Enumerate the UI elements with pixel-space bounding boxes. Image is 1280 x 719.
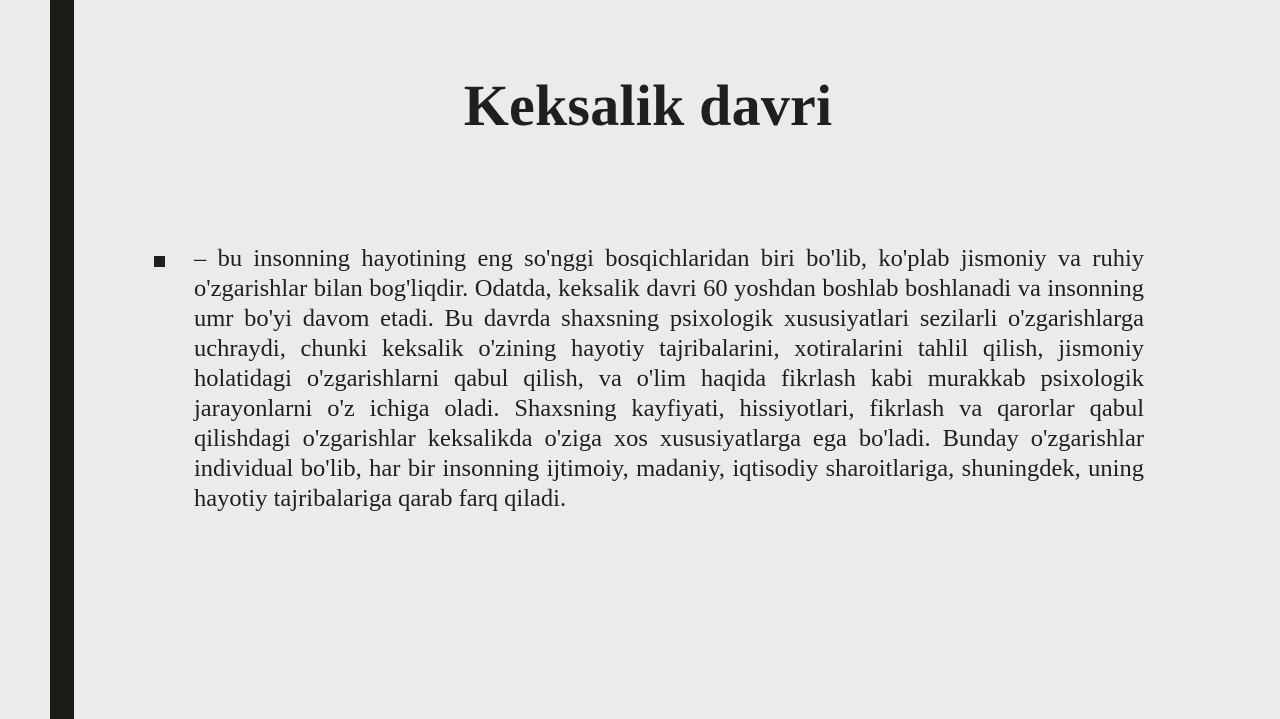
slide-title: Keksalik davri (463, 73, 833, 138)
square-bullet-icon (154, 256, 165, 267)
bullet-text: – bu insonning hayotining eng so'nggi bosqichlaridan biri bo'lib, ko'plab jismoniy va ruhiy o'zgarishlar bilan bog'liqdir. Odatda, keksalik davri 60 yoshdan boshlab boshlanadi va insonning umr bo'yi davom etadi. Bu davrda shaxsning psixologik xususiyatlari sezilarli o'zgarishlarga uchraydi, chunki keksalik o'zining hayotiy tajribalarini, xotiralarini tahlil qilish, jismoniy holatidagi o'zgarishlarni qabul qilish, va o'lim haqida fikrlash kabi murakkab psixologik jarayonlarni o'z ichiga oladi. Shaxsning kayfiyati, hissiyotlari, fikrlash va qarorlar qabul qilishdagi o'zgarishlar keksalikda o'ziga xos xususiyatlarga ega bo'ladi. Bunday o'zgarishlar individual bo'lib, har bir insonning ijtimoiy, madaniy, iqtisodiy sharoitlariga, shuningdek, uning hayotiy tajribalariga qarab farq qiladi. (194, 245, 1144, 512)
bullet-list (154, 244, 1144, 514)
left-accent-bar (50, 0, 74, 719)
bullet-item (154, 244, 1144, 514)
